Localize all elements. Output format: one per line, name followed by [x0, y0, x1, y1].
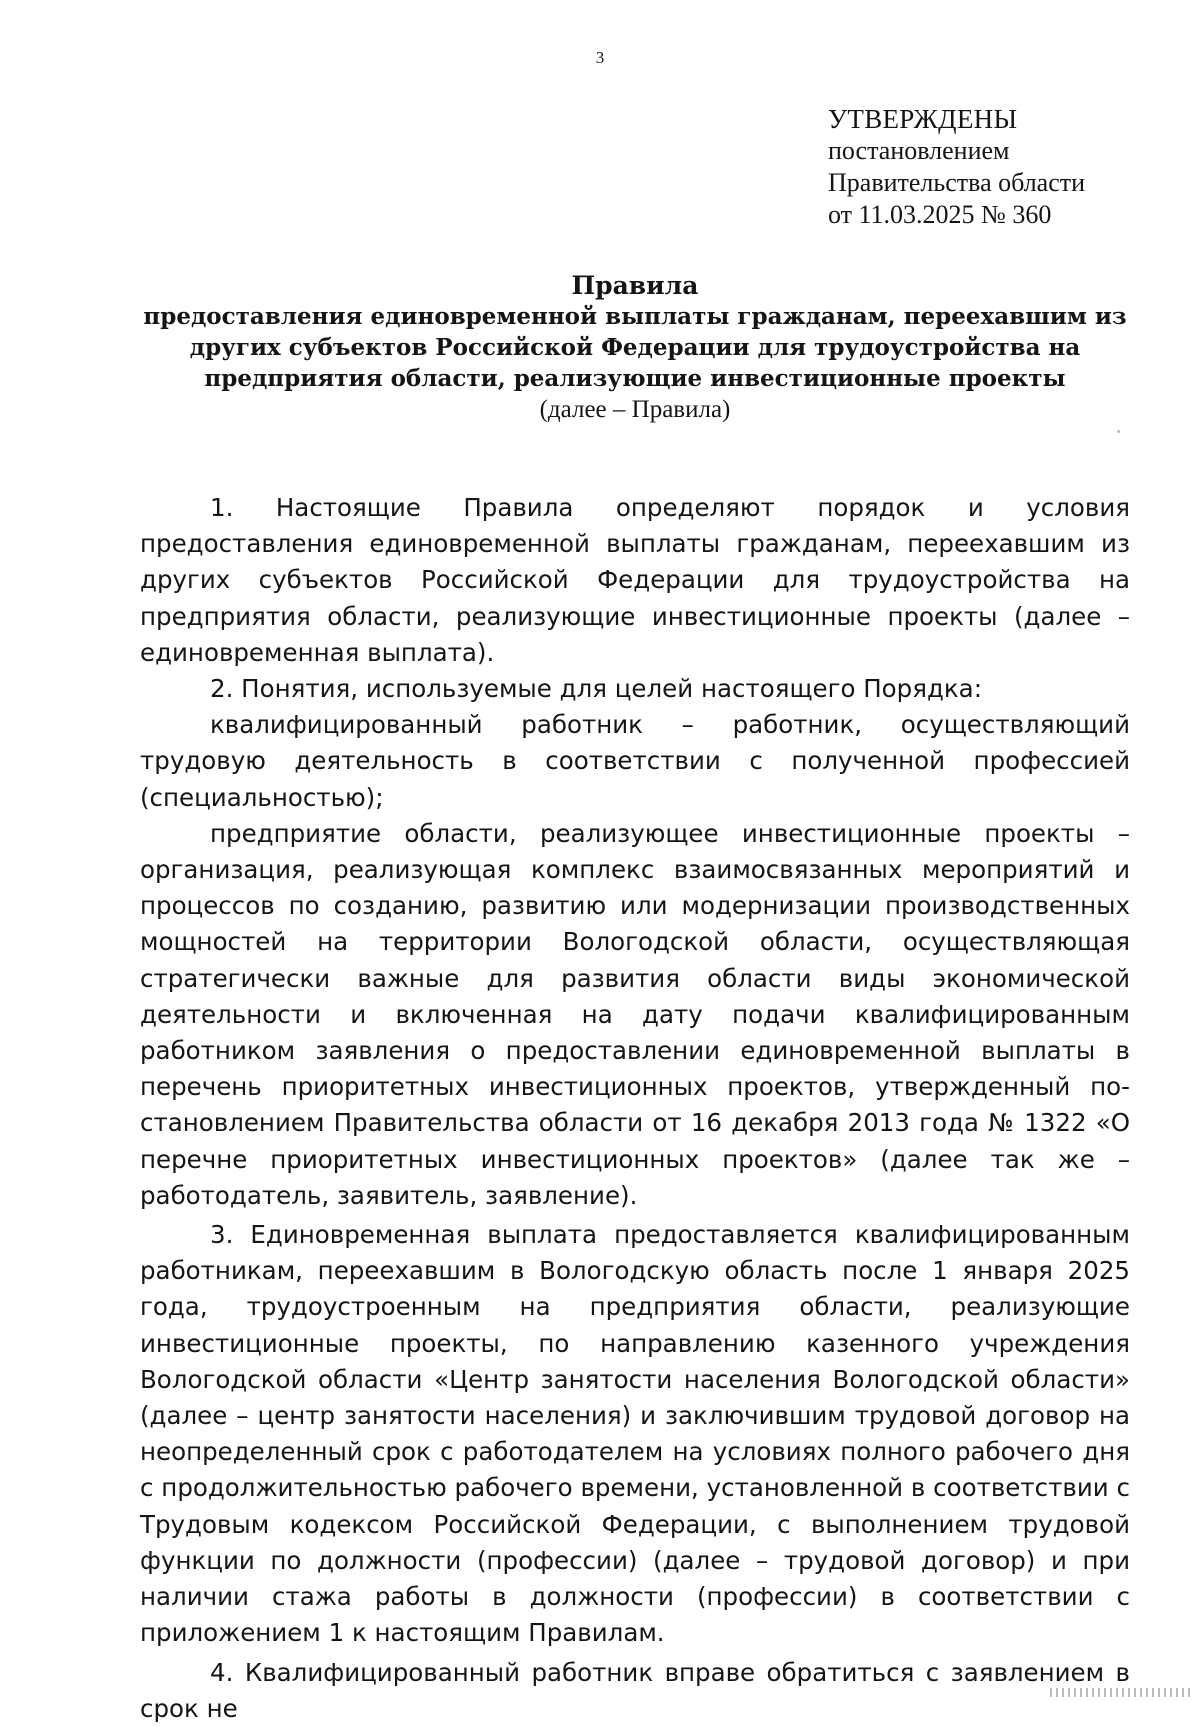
- paragraph-definition-enterprise: предприятие области, реализующее инвестиционные проекты – организация, реализующая комплекс взаимосвязанных мероприятий и процессов по созданию, развитию или модернизации производственных мощностей на территории Вологодской области, осуществляющая стратегически важные для развития области виды экономической деятельности и включенная на дату подачи квалифицированным работником заявления о предоставлении единовременной выплаты в перечень приоритетных инвестиционных проектов, утвержденный постановлением Правительства области от 16 декабря 2013 года № 1322 «О перечне приоритетных инвестиционных проектов» (далее так же – работодатель, заявитель, заявление).: [140, 818, 1130, 1210]
- paragraph-definition-worker: квалифицированный работник – работник, осуществляющий трудовую деятельность в соответствии с полученной профессией (специальностью);: [140, 710, 1130, 812]
- document-subtitle-line-1: предоставления единовременной выплаты гражданам, переехавшим из: [143, 303, 1127, 330]
- page-number: 3: [595, 48, 605, 67]
- scan-edge-artifact: [1050, 1688, 1190, 1697]
- document-title-note: (далее – Правила): [539, 396, 731, 423]
- approval-heading: УТВЕРЖДЕНЫ: [828, 104, 1018, 134]
- document-subtitle-line-2: других субъектов Российской Федерации для трудоустройства на: [189, 334, 1081, 361]
- paragraph-2: 2. Понятия, используемые для целей настоящего Порядка:: [210, 674, 982, 704]
- paragraph-4: 4. Квалифицированный работник вправе обратиться с заявлением в срок не: [140, 1657, 1130, 1723]
- document-subtitle-line-3: предприятия области, реализующие инвестиционные проекты: [204, 365, 1066, 392]
- document-title: Правила: [571, 271, 699, 300]
- paragraph-3: 3. Единовременная выплата предоставляется квалифицированным работникам, переехавшим в Вологодскую область после 1 января 2025 года, трудоустроенным на предприятия области, реализующие инвестиционные проекты, по направлению казенного учреждения Вологодской области «Центр занятости населения Вологодской области» (далее – центр занятости населения) и заключившим трудовой договор на неопределенный срок с работодателем на условиях полного рабочего дня с продолжительностью рабочего времени, установленной в соответствии с Трудовым кодексом Российской Федерации, с выполнением трудовой функции по должности (профессии) (далее – трудовой договор) и при наличии стажа работы в должности (профессии) в соответствии с приложением 1 к настоящим Правилам.: [140, 1220, 1130, 1648]
- approval-stamp-block: [828, 103, 1085, 231]
- approval-line-1: постановлением: [828, 136, 1010, 165]
- paragraph-1: 1. Настоящие Правила определяют порядок и условия предоставления единовременной выплаты гражданам, переехавшим из других субъектов Российской Федерации для трудоустройства на предприятия области, реализующие инвестиционные проекты (далее – единовременная выплата).: [140, 493, 1130, 667]
- document-title-block: [140, 270, 1130, 425]
- approval-line-2: Правительства области: [828, 168, 1086, 197]
- document-body: [140, 490, 1130, 1727]
- approval-line-3: от 11.03.2025 № 360: [828, 200, 1052, 229]
- scan-artifact: [1117, 430, 1120, 433]
